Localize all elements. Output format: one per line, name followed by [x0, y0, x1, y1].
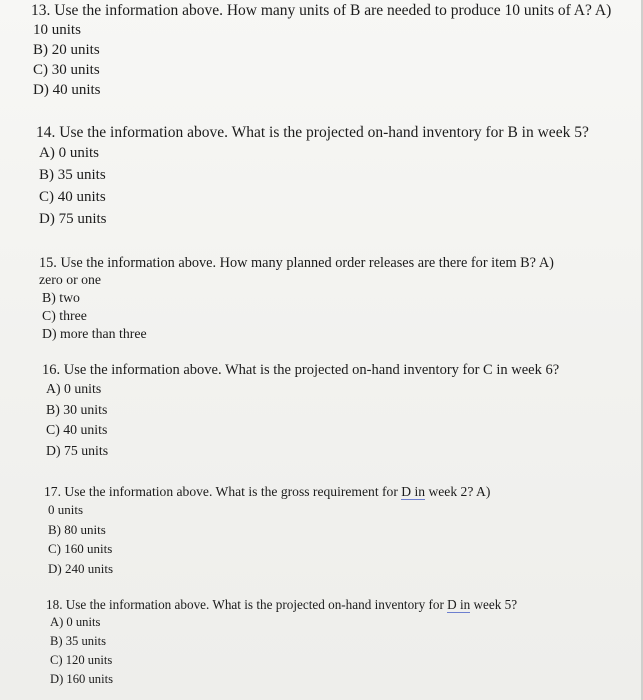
- question-18-stem-text: 18. Use the information above. What is the projected on-hand inventory for: [46, 597, 448, 612]
- question-17: [44, 484, 643, 578]
- question-13-option-b: B) 20 units: [33, 42, 100, 58]
- question-15-stem: 15. Use the information above. How many planned order releases are there for item B? A): [39, 255, 554, 271]
- question-18-option-c: C) 120 units: [50, 652, 113, 667]
- question-15: [39, 255, 643, 343]
- question-15-option-b: B) two: [42, 290, 80, 305]
- question-17-option-a: 0 units: [48, 502, 84, 517]
- question-14-option-b: B) 35 units: [39, 167, 106, 183]
- question-18-option-a: A) 0 units: [50, 614, 101, 629]
- question-18-option-b: B) 35 units: [50, 633, 106, 648]
- question-16-stem: 16. Use the information above. What is the projected on-hand inventory for C in week 6?: [42, 362, 560, 378]
- question-16: [42, 362, 643, 461]
- question-14-option-c: C) 40 units: [39, 189, 106, 205]
- question-17-option-d: D) 240 units: [48, 560, 113, 576]
- question-17-stem-end: week 2? A): [425, 484, 491, 499]
- question-13: [31, 2, 643, 100]
- question-17-option-b: B) 80 units: [48, 521, 106, 537]
- question-16-option-d: D) 75 units: [46, 442, 109, 458]
- question-15-option-d: D) more than three: [42, 326, 147, 341]
- question-18-underlined-text: D in: [447, 597, 471, 612]
- question-16-option-a: A) 0 units: [46, 381, 102, 396]
- question-14-option-d: D) 75 units: [39, 211, 107, 227]
- question-14-option-a: A) 0 units: [39, 145, 99, 161]
- question-17-underlined-text: D in: [401, 484, 426, 499]
- question-13-option-c: C) 30 units: [33, 62, 100, 78]
- question-14: [36, 124, 643, 230]
- question-13-option-a: 10 units: [33, 22, 81, 38]
- question-17-stem-text: 17. Use the information above. What is the gross requirement for: [44, 484, 402, 499]
- question-18: [46, 597, 643, 689]
- question-18-stem-end: week 5?: [470, 597, 518, 612]
- question-18-stem: [46, 597, 643, 613]
- question-13-stem: 13. Use the information above. How many units of B are needed to produce 10 units of A? A): [31, 2, 612, 19]
- question-13-option-d: D) 40 units: [33, 82, 101, 98]
- question-15-option-a: zero or one: [39, 272, 102, 287]
- question-16-option-c: C) 40 units: [46, 422, 108, 437]
- question-17-stem: [44, 484, 643, 500]
- question-16-option-b: B) 30 units: [46, 401, 108, 417]
- question-17-option-c: C) 160 units: [48, 541, 113, 556]
- question-18-option-d: D) 160 units: [50, 671, 113, 686]
- question-15-option-c: C) three: [42, 308, 87, 323]
- question-14-stem: 14. Use the information above. What is the projected on-hand inventory for B in week 5?: [36, 124, 589, 141]
